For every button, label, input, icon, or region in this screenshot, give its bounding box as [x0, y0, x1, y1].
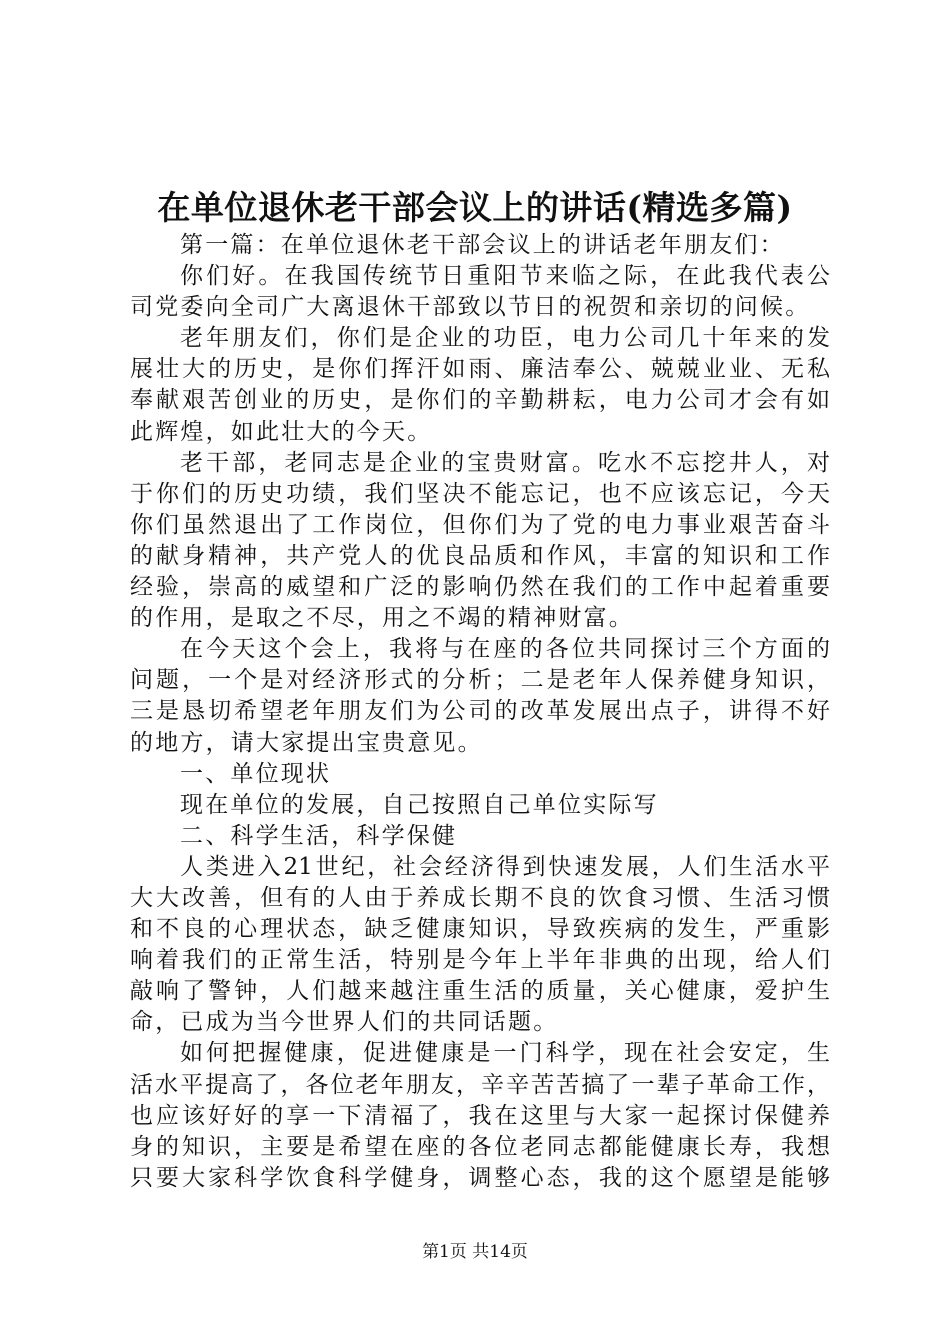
body-line: 的作用，是取之不尽，用之不竭的精神财富。	[130, 605, 634, 632]
body-line: 敲响了警钟，人们越来越注重生活的质量，关心健康，爱护生	[130, 978, 830, 1005]
body-line: 于你们的历史功绩，我们坚决不能忘记，也不应该忘记，今天	[130, 480, 830, 507]
body-line: 响着我们的正常生活，特别是今年上半年非典的出现，给人们	[130, 947, 830, 974]
body-line: 大大改善，但有的人由于养成长期不良的饮食习惯、生活习惯	[130, 884, 830, 911]
body-line: 命，已成为当今世界人们的共同话题。	[130, 1009, 559, 1036]
body-line: 三是恳切希望老年朋友们为公司的改革发展出点子，讲得不好	[130, 698, 830, 725]
body-line: 第一篇：在单位退休老干部会议上的讲话老年朋友们：	[180, 232, 785, 258]
body-line: 如何把握健康，促进健康是一门科学，现在社会安定，生	[180, 1040, 830, 1067]
body-line: 和不良的心理状态，缺乏健康知识，导致疾病的发生，严重影	[130, 916, 830, 943]
body-line: 一、单位现状	[180, 760, 332, 787]
body-line: 奉献艰苦创业的历史，是你们的辛勤耕耘，电力公司才会有如	[130, 387, 830, 414]
body-line: 身的知识，主要是希望在座的各位老同志都能健康长寿，我想	[130, 1133, 830, 1160]
body-line: 经验，崇高的威望和广泛的影响仍然在我们的工作中起着重要	[130, 574, 830, 601]
body-line: 展壮大的历史，是你们挥汗如雨、廉洁奉公、兢兢业业、无私	[130, 356, 830, 383]
body-line: 现在单位的发展，自己按照自己单位实际写	[180, 791, 659, 818]
document-title: 在单位退休老干部会议上的讲话(精选多篇)	[157, 188, 793, 227]
body-line: 此辉煌，如此壮大的今天。	[130, 418, 433, 445]
body-line: 老干部，老同志是企业的宝贵财富。吃水不忘挖井人，对	[180, 449, 830, 476]
document-body	[130, 230, 830, 1194]
body-line: 在今天这个会上，我将与在座的各位共同探讨三个方面的	[180, 636, 830, 663]
body-line: 老年朋友们，你们是企业的功臣，电力公司几十年来的发	[180, 325, 830, 352]
body-line: 司党委向全司广大离退休干部致以节日的祝贺和亲切的问候。	[130, 294, 811, 321]
body-line: 只要大家科学饮食科学健身，调整心态，我的这个愿望是能够	[130, 1164, 830, 1191]
body-line: 问题，一个是对经济形式的分析；二是老年人保养健身知识，	[130, 667, 830, 694]
body-line: 也应该好好的享一下清福了，我在这里与大家一起探讨保健养	[130, 1102, 830, 1129]
body-line: 你们虽然退出了工作岗位，但你们为了党的电力事业艰苦奋斗	[130, 511, 830, 538]
body-line: 的地方，请大家提出宝贵意见。	[130, 729, 483, 756]
body-line: 二、科学生活，科学保健	[180, 822, 458, 849]
page-footer: 第1页 共14页	[422, 1242, 528, 1262]
body-line: 活水平提高了，各位老年朋友，辛辛苦苦搞了一辈子革命工作，	[130, 1071, 830, 1098]
body-line: 人类进入21世纪，社会经济得到快速发展，人们生活水平	[180, 853, 830, 880]
body-line: 你们好。在我国传统节日重阳节来临之际，在此我代表公	[180, 263, 830, 290]
body-line: 的献身精神，共产党人的优良品质和作风，丰富的知识和工作	[130, 542, 830, 569]
